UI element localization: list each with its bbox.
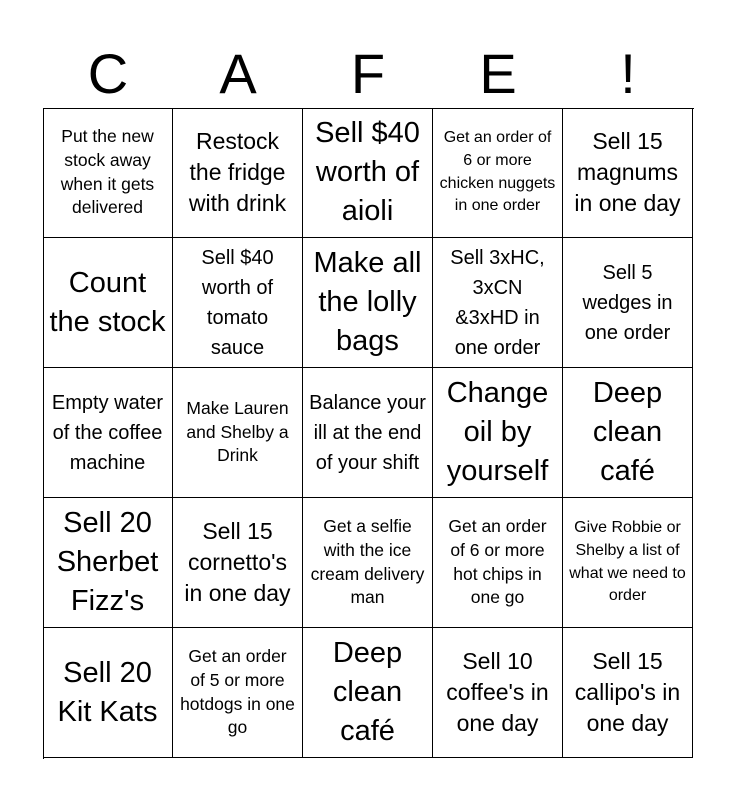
bingo-cell-r5c4[interactable]: Sell 10 coffee's in one day <box>433 628 563 758</box>
header-letter-c: C <box>87 42 129 105</box>
bingo-cell-r1c1[interactable]: Put the new stock away when it gets delivered <box>43 108 173 238</box>
bingo-cell-r4c3[interactable]: Get a selfie with the ice cream delivery man <box>303 498 433 628</box>
bingo-cell-r4c2[interactable]: Sell 15 cornetto's in one day <box>173 498 303 628</box>
bingo-cell-r1c2[interactable]: Restock the fridge with drink <box>173 108 303 238</box>
bingo-cell-r3c3[interactable]: Balance your ill at the end of your shift <box>303 368 433 498</box>
header-letter-f: F <box>350 42 386 105</box>
bingo-cell-r1c5[interactable]: Sell 15 magnums in one day <box>563 108 693 238</box>
bingo-cell-r1c4[interactable]: Get an order of 6 or more chicken nuggets in one order <box>433 108 563 238</box>
bingo-header <box>43 40 693 108</box>
bingo-cell-r2c2[interactable]: Sell $40 worth of tomato sauce <box>173 238 303 368</box>
bingo-board <box>43 108 693 758</box>
bingo-cell-r2c4[interactable]: Sell 3xHC, 3xCN &3xHD in one order <box>433 238 563 368</box>
bingo-cell-r2c5[interactable]: Sell 5 wedges in one order <box>563 238 693 368</box>
bingo-cell-r2c3[interactable]: Make all the lolly bags <box>303 238 433 368</box>
bingo-cell-r3c5[interactable]: Deep clean café <box>563 368 693 498</box>
header-letter-e: E <box>479 42 517 105</box>
bingo-cell-r2c1[interactable]: Count the stock <box>43 238 173 368</box>
bingo-cell-r5c5[interactable]: Sell 15 callipo's in one day <box>563 628 693 758</box>
bingo-cell-r5c3[interactable]: Deep clean café <box>303 628 433 758</box>
header-letter-exclamation: ! <box>620 42 636 105</box>
bingo-cell-r3c4[interactable]: Change oil by yourself <box>433 368 563 498</box>
header-letter-a: A <box>219 42 257 105</box>
bingo-cell-r5c1[interactable]: Sell 20 Kit Kats <box>43 628 173 758</box>
bingo-cell-r3c1[interactable]: Empty water of the coffee machine <box>43 368 173 498</box>
bingo-cell-r5c2[interactable]: Get an order of 5 or more hotdogs in one go <box>173 628 303 758</box>
bingo-cell-r3c2[interactable]: Make Lauren and Shelby a Drink <box>173 368 303 498</box>
bingo-cell-r4c5[interactable]: Give Robbie or Shelby a list of what we need to order <box>563 498 693 628</box>
bingo-cell-r4c4[interactable]: Get an order of 6 or more hot chips in one go <box>433 498 563 628</box>
bingo-cell-r1c3[interactable]: Sell $40 worth of aioli <box>303 108 433 238</box>
bingo-cell-r4c1[interactable]: Sell 20 Sherbet Fizz's <box>43 498 173 628</box>
